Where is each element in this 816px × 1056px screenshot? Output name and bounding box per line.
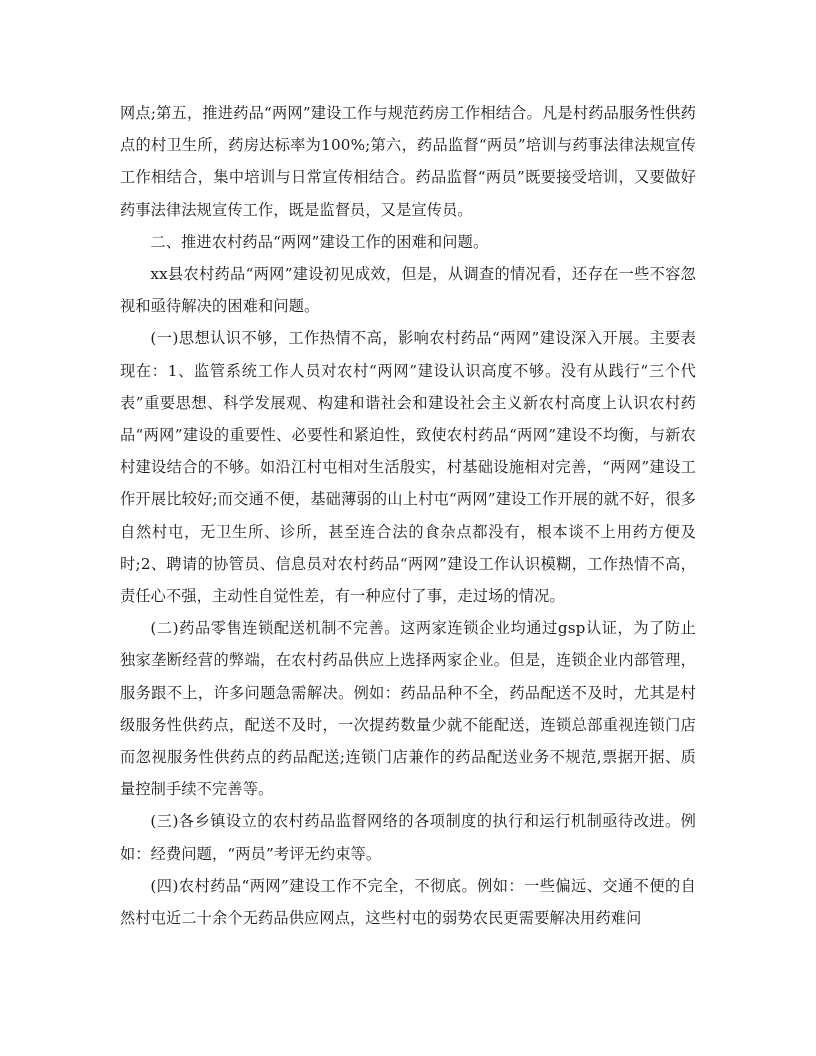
paragraph-continuation: 网点;第五，推进药品“两网”建设工作与规范药房工作相结合。凡是村药品服务性供药点的村卫生所，药房达标率为100%;第六，药品监督“两员”培训与药事法律法规宣传工作相结合，集中培训与日常宣传相结合。药品监督“两员”既要接受培训，又要做好药事法律法规宣传工作，既是监督员，又是宣传员。 [120, 104, 696, 219]
document-body [120, 97, 696, 934]
paragraph-issue-1: (一)思想认识不够，工作热情不高，影响农村药品“两网”建设深入开展。主要表现在：1、监管系统工作人员对农村“两网”建设认识高度不够。没有从践行“三个代表”重要思想、科学发展观、构建和谐社会和建设社会主义新农村高度上认识农村药品“两网”建设的重要性、必要性和紧迫性，致使农村药品“两网”建设不均衡，与新农村建设结合的不够。如沿江村屯相对生活殷实，村基础设施相对完善，“两网”建设工作开展比较好;而交通不便，基础薄弱的山上村屯“两网”建设工作开展的就不好，很多自然村屯，无卫生所、诊所，甚至连合法的食杂点都没有，根本谈不上用药方便及时;2、聘请的协管员、信息员对农村药品“两网”建设工作认识模糊，工作热情不高，责任心不强，主动性自觉性差，有一种应付了事，走过场的情况。 [120, 329, 696, 606]
paragraph-issue-3: (三)各乡镇设立的农村药品监督网络的各项制度的执行和运行机制亟待改进。例如：经费问题，“两员”考评无约束等。 [120, 812, 696, 863]
paragraph-issue-2: (二)药品零售连锁配送机制不完善。这两家连锁企业均通过gsp认证，为了防止独家垄断经营的弊端，在农村药品供应上选择两家企业。但是，连锁企业内部管理，服务跟不上，许多问题急需解决。例如：药品品种不全，药品配送不及时，尤其是村级服务性供药点，配送不及时，一次提药数量少就不能配送，连锁总部重视连锁门店而忽视服务性供药点的药品配送;连锁门店兼作的药品配送业务不规范,票据开据、质量控制手续不完善等。 [120, 619, 696, 799]
paragraph-issue-4: (四)农村药品“两网”建设工作不完全，不彻底。例如：一些偏远、交通不便的自然村屯近二十余个无药品供应网点，这些村屯的弱势农民更需要解决用药难问 [120, 876, 696, 928]
section-heading-2: 二、推进农村药品“两网”建设工作的困难和问题。 [150, 232, 489, 251]
paragraph-intro: xx县农村药品“两网”建设初见成效，但是，从调查的情况看，还存在一些不容忽视和亟待解决的困难和问题。 [120, 265, 696, 316]
